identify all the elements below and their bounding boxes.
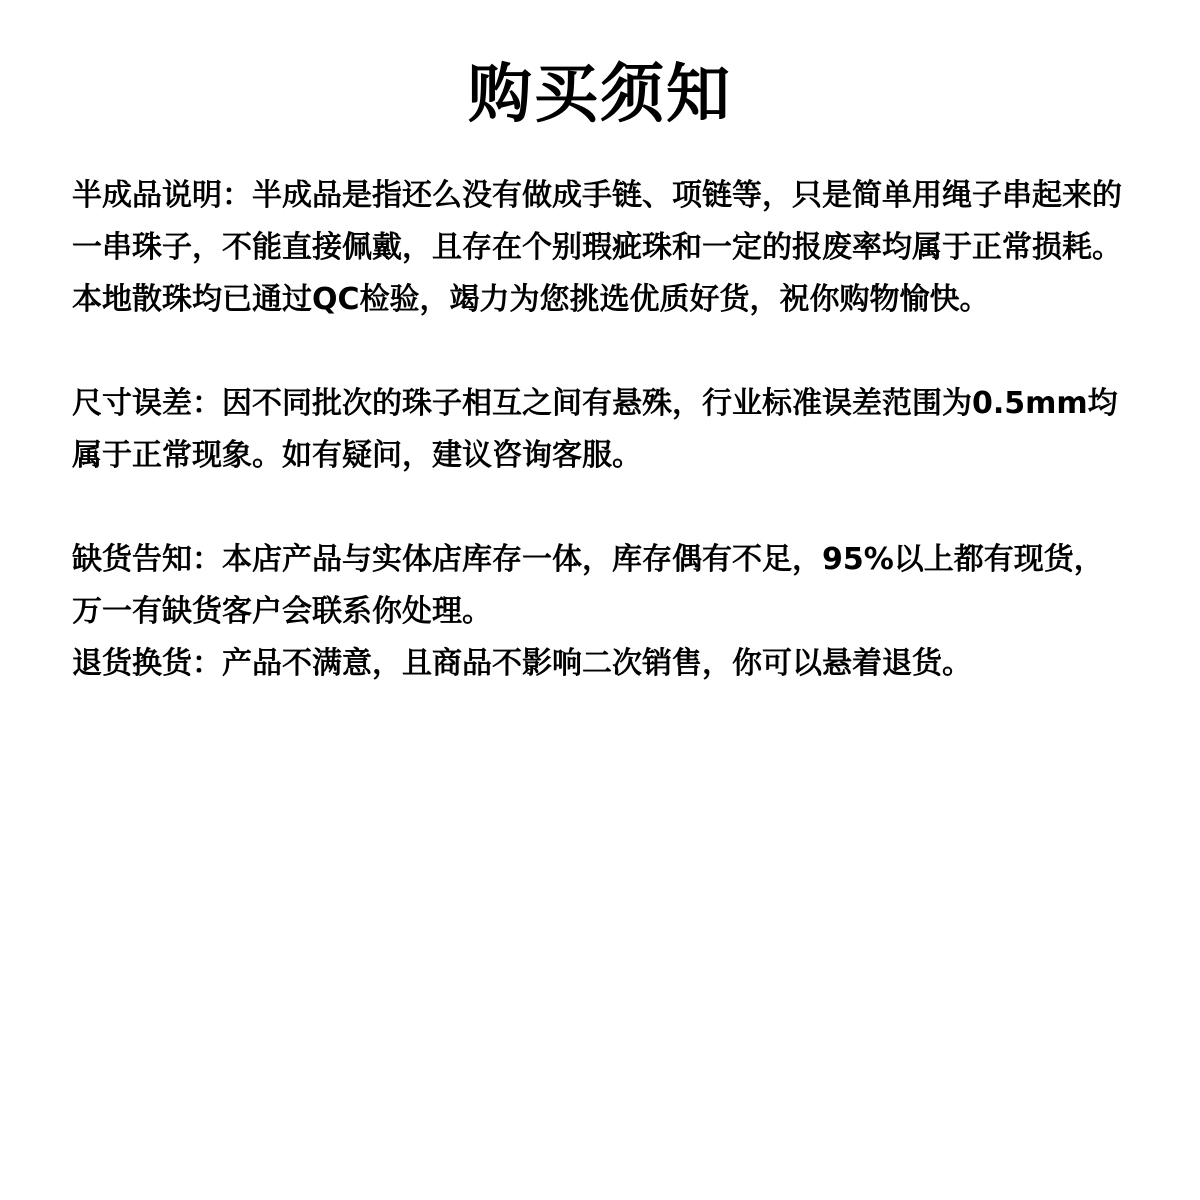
out-of-stock-notice: 缺货告知：本店产品与实体店库存一体，库存偶有不足，95%以上都有现货，万一有缺货客户会联系你处理。 bbox=[72, 542, 1104, 629]
paragraph-spacer bbox=[72, 326, 1128, 378]
size-tolerance-notice: 尺寸误差：因不同批次的珠子相互之间有悬殊，行业标准误差范围为0.5mm均属于正常现象。如有疑问，建议咨询客服。 bbox=[72, 386, 1118, 473]
semi-finished-notice: 半成品说明：半成品是指还么没有做成手链、项链等，只是简单用绳子串起来的一串珠子，不能直接佩戴，且存在个别瑕疵珠和一定的报废率均属于正常损耗。本地散珠均已通过QC检验，竭力为您挑选优质好货，祝你购物愉快。 bbox=[72, 178, 1122, 317]
paragraph-spacer bbox=[72, 482, 1128, 534]
notice-content bbox=[72, 170, 1128, 690]
page-title: 购买须知 bbox=[468, 58, 732, 132]
return-exchange-notice: 退货换货：产品不满意，且商品不影响二次销售，你可以悬着退货。 bbox=[72, 646, 972, 681]
